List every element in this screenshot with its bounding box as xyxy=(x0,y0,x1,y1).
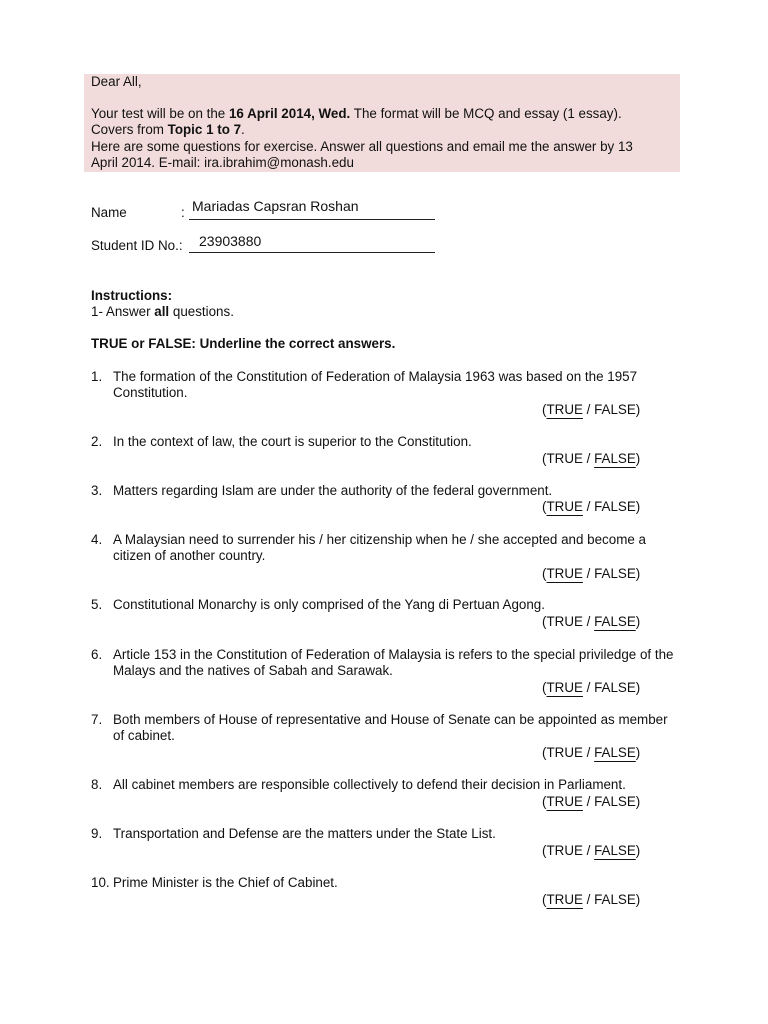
question-6 xyxy=(91,647,681,695)
student-id-value[interactable]: 23903880 xyxy=(199,233,262,249)
answer-choice[interactable] xyxy=(542,566,640,582)
paren-open: ( xyxy=(542,680,547,695)
paren-open: ( xyxy=(542,614,547,629)
answer-choice[interactable] xyxy=(542,680,640,696)
question-text: Both members of House of representative and House of Senate can be appointed as member of cabinet. xyxy=(113,712,668,744)
question-number: 4. xyxy=(91,532,103,547)
paren-close: ) xyxy=(635,745,641,760)
option-separator: / xyxy=(582,892,595,907)
option-separator: / xyxy=(582,843,595,858)
question-text: A Malaysian need to surrender his / her citizenship when he / she accepted and become a citizen of another country. xyxy=(113,532,646,564)
paren-close: ) xyxy=(635,402,641,417)
true-option: TRUE xyxy=(546,892,583,907)
option-separator: / xyxy=(582,614,595,629)
true-option: TRUE xyxy=(546,614,583,629)
name-field-row xyxy=(91,198,441,225)
question-7 xyxy=(91,712,681,760)
false-option: FALSE xyxy=(594,451,636,466)
paren-open: ( xyxy=(542,794,547,809)
option-separator: / xyxy=(582,680,595,695)
paren-close: ) xyxy=(635,843,641,858)
true-option: TRUE xyxy=(546,451,583,466)
instructions-line xyxy=(91,304,234,320)
student-id-field-row xyxy=(91,233,441,258)
answer-choice[interactable] xyxy=(542,402,640,418)
instructions-line-pre: 1- Answer xyxy=(91,304,155,320)
topic-range: Topic 1 to 7 xyxy=(167,122,242,138)
question-text: Transportation and Defense are the matters under the State List. xyxy=(113,826,496,841)
question-number: 5. xyxy=(91,597,103,612)
paren-open: ( xyxy=(542,892,547,907)
false-option: FALSE xyxy=(594,843,636,858)
name-underline xyxy=(189,219,435,220)
option-separator: / xyxy=(582,402,595,417)
answer-choice[interactable] xyxy=(542,745,640,761)
true-option: TRUE xyxy=(546,402,583,417)
answer-choice[interactable] xyxy=(542,892,640,908)
false-option: FALSE xyxy=(594,680,636,695)
paren-close: ) xyxy=(635,794,641,809)
answer-choice[interactable] xyxy=(542,451,640,467)
true-option: TRUE xyxy=(546,843,583,858)
question-1 xyxy=(91,369,681,417)
answer-choice[interactable] xyxy=(542,614,640,630)
question-2 xyxy=(91,434,681,466)
false-option: FALSE xyxy=(594,892,636,907)
student-id-underline xyxy=(189,252,435,253)
true-option: TRUE xyxy=(546,499,583,514)
paren-open: ( xyxy=(542,451,547,466)
question-text: In the context of law, the court is superior to the Constitution. xyxy=(113,434,472,449)
paren-open: ( xyxy=(542,499,547,514)
paren-open: ( xyxy=(542,843,547,858)
notice-line-2 xyxy=(91,122,676,138)
notice-line-4: April 2014. E-mail: ira.ibrahim@monash.edu xyxy=(91,154,354,170)
paren-close: ) xyxy=(635,566,641,581)
false-option: FALSE xyxy=(594,614,636,629)
false-option: FALSE xyxy=(594,794,636,809)
question-4 xyxy=(91,532,681,581)
question-number: 7. xyxy=(91,712,103,727)
question-9 xyxy=(91,826,681,858)
question-number: 8. xyxy=(91,777,103,792)
paren-close: ) xyxy=(635,614,641,629)
option-separator: / xyxy=(582,566,595,581)
paren-close: ) xyxy=(635,499,641,514)
true-option: TRUE xyxy=(546,794,583,809)
notice-line-1-pre: Your test will be on the xyxy=(91,106,229,122)
instructions-heading: Instructions: xyxy=(91,288,173,303)
question-text: All cabinet members are responsible collectively to defend their decision in Parliament. xyxy=(113,777,626,792)
false-option: FALSE xyxy=(594,745,636,760)
question-text: Constitutional Monarchy is only comprised of the Yang di Pertuan Agong. xyxy=(113,597,545,612)
question-number: 2. xyxy=(91,434,103,449)
true-option: TRUE xyxy=(546,745,583,760)
paren-close: ) xyxy=(635,892,641,907)
question-number: 3. xyxy=(91,483,103,498)
paren-close: ) xyxy=(635,451,641,466)
question-text: Article 153 in the Constitution of Federation of Malaysia is refers to the special priviledge of the Malays and the natives of Sabah and Sarawak. xyxy=(113,647,674,679)
instructions-line-post: questions. xyxy=(169,304,234,320)
false-option: FALSE xyxy=(594,499,636,514)
instructions-line-bold: all xyxy=(154,304,170,320)
option-separator: / xyxy=(582,794,595,809)
question-number: 1. xyxy=(91,369,103,384)
section-title: TRUE or FALSE: Underline the correct answers. xyxy=(91,336,396,351)
name-colon: : xyxy=(181,205,185,220)
notice-line-2-post: . xyxy=(241,122,245,138)
student-id-label: Student ID No.: xyxy=(91,238,183,253)
true-option: TRUE xyxy=(546,566,583,581)
notice-text xyxy=(91,74,676,171)
option-separator: / xyxy=(582,499,595,514)
question-text: Prime Minister is the Chief of Cabinet. xyxy=(113,875,338,890)
option-separator: / xyxy=(582,745,595,760)
name-value[interactable]: Mariadas Capsran Roshan xyxy=(192,198,359,214)
instructions xyxy=(91,288,234,320)
question-number: 10. xyxy=(91,875,110,890)
question-text: Matters regarding Islam are under the authority of the federal government. xyxy=(113,483,553,498)
question-8 xyxy=(91,777,681,809)
greeting: Dear All, xyxy=(91,74,142,89)
paren-open: ( xyxy=(542,402,547,417)
notice-line-1-post: The format will be MCQ and essay (1 essay). xyxy=(350,106,622,122)
question-number: 6. xyxy=(91,647,103,662)
notice-line-2-pre: Covers from xyxy=(91,122,168,138)
question-10 xyxy=(91,875,681,907)
question-text: The formation of the Constitution of Federation of Malaysia 1963 was based on the 1957 Constitution. xyxy=(113,369,638,401)
notice-line-3: Here are some questions for exercise. Answer all questions and email me the answer by 13 xyxy=(91,138,633,154)
answer-choice[interactable] xyxy=(542,794,640,810)
name-label: Name xyxy=(91,205,127,220)
true-option: TRUE xyxy=(546,680,583,695)
false-option: FALSE xyxy=(594,566,636,581)
paren-close: ) xyxy=(635,680,641,695)
option-separator: / xyxy=(582,451,595,466)
test-date: 16 April 2014, Wed. xyxy=(228,106,351,122)
answer-choice[interactable] xyxy=(542,499,640,515)
answer-choice[interactable] xyxy=(542,843,640,859)
false-option: FALSE xyxy=(594,402,636,417)
question-number: 9. xyxy=(91,826,103,841)
question-3 xyxy=(91,483,681,514)
question-5 xyxy=(91,597,681,629)
notice-line-1 xyxy=(91,106,676,122)
paren-open: ( xyxy=(542,745,547,760)
paren-open: ( xyxy=(542,566,547,581)
